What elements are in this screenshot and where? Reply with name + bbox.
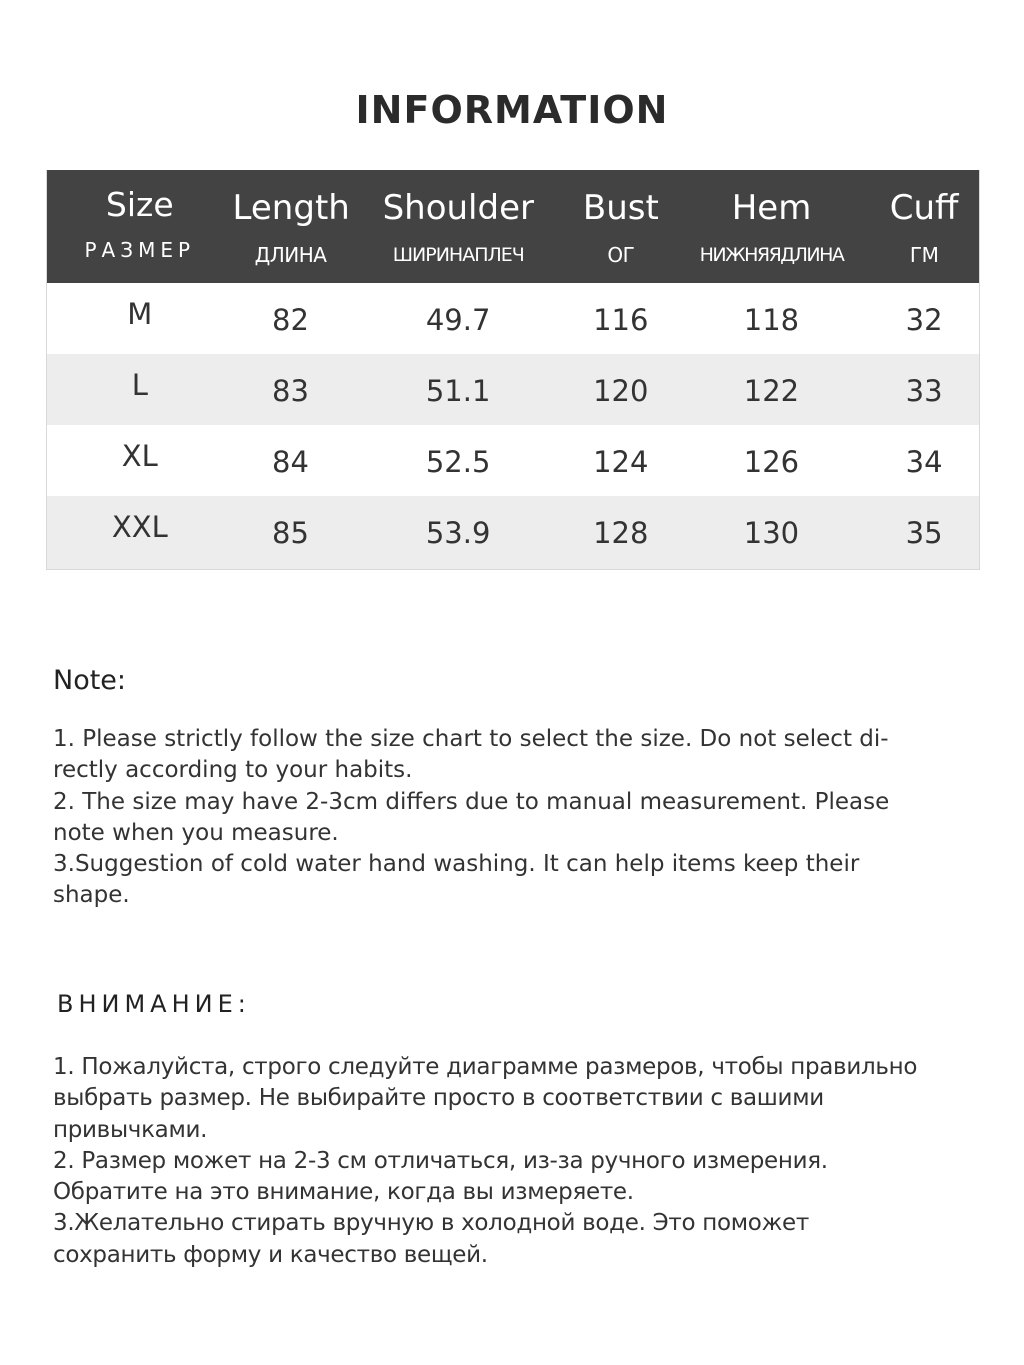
- header-label-en: Hem: [731, 188, 812, 228]
- cell-length: [233, 354, 349, 425]
- cell-hem: [674, 496, 870, 569]
- cell-bust: [568, 425, 674, 496]
- cell-value: L: [131, 368, 148, 402]
- cell-value: 128: [593, 516, 649, 550]
- russian-note-section: [53, 988, 973, 1271]
- russian-note-line: привычками.: [53, 1116, 208, 1143]
- russian-note-line: 1. Пожалуйста, строго следуйте диаграмме размеров, чтобы правильно: [53, 1054, 918, 1080]
- cell-hem: [674, 354, 870, 425]
- header-shoulder: [349, 170, 568, 283]
- cell-value: 118: [743, 303, 800, 337]
- cell-length: [233, 496, 349, 569]
- russian-note-line: 2. Размер может на 2-3 см отличаться, из-за ручного измерения.: [53, 1147, 828, 1174]
- note-line: 2. The size may have 2-3cm differs due to manual measurement. Please: [53, 788, 890, 815]
- cell-value: XXL: [111, 510, 168, 544]
- cell-value: 130: [743, 516, 800, 550]
- note-line: shape.: [53, 882, 130, 909]
- cell-cuff: [869, 425, 979, 496]
- cell-hem: [674, 425, 870, 496]
- header-label-ru: НИЖНЯЯДЛИНА: [699, 244, 844, 266]
- cell-value: 122: [743, 374, 800, 408]
- size-chart-table: [46, 170, 980, 570]
- cell-length: [233, 283, 349, 354]
- note-line: note when you measure.: [53, 819, 339, 846]
- cell-value: 85: [272, 516, 309, 550]
- cell-value: 32: [905, 303, 943, 337]
- note-line: 1. Please strictly follow the size chart to select the size. Do not select di-: [53, 726, 889, 752]
- cell-value: 124: [593, 445, 649, 479]
- header-label-ru: ОГ: [607, 243, 635, 267]
- header-label-en: Size: [105, 185, 174, 224]
- cell-value: 84: [272, 445, 309, 479]
- cell-cuff: [869, 496, 979, 569]
- cell-shoulder: [348, 354, 568, 425]
- cell-length: [233, 425, 349, 496]
- cell-cuff: [869, 283, 979, 354]
- note-section: [53, 664, 963, 912]
- cell-size: [47, 496, 233, 569]
- cell-value: 53.9: [425, 516, 491, 550]
- table-row: [47, 496, 979, 569]
- cell-value: 51.1: [425, 374, 491, 408]
- cell-value: 52.5: [425, 445, 491, 479]
- table-row: [47, 425, 979, 496]
- cell-value: 82: [272, 303, 309, 337]
- cell-shoulder: [348, 283, 568, 354]
- cell-value: 35: [905, 516, 943, 550]
- cell-size: [47, 425, 233, 496]
- cell-value: 49.7: [425, 303, 491, 337]
- cell-bust: [568, 496, 674, 569]
- table-header: [47, 170, 979, 283]
- header-label-en: Bust: [582, 188, 659, 228]
- header-label-ru: РАЗМЕР: [84, 238, 196, 262]
- cell-size: [47, 283, 233, 354]
- header-size: [47, 170, 233, 283]
- table-row: [47, 283, 979, 354]
- russian-note-heading: ВНИМАНИЕ:: [57, 990, 251, 1018]
- header-label-en: Shoulder: [382, 188, 534, 228]
- cell-shoulder: [348, 496, 568, 569]
- header-label-en: Length: [232, 188, 350, 228]
- cell-size: [47, 354, 233, 425]
- cell-cuff: [869, 354, 979, 425]
- header-label-ru: ДЛИНА: [254, 243, 327, 267]
- header-label-ru: ШИРИНАПЛЕЧ: [392, 244, 524, 266]
- cell-value: 83: [272, 374, 309, 408]
- header-label-ru: ГМ: [909, 243, 939, 267]
- note-body: [53, 724, 963, 912]
- note-line: 3.Suggestion of cold water hand washing. It can help items keep their: [53, 851, 860, 878]
- cell-value: 34: [905, 445, 943, 479]
- cell-bust: [568, 283, 674, 354]
- cell-bust: [568, 354, 674, 425]
- header-hem: [674, 170, 870, 283]
- russian-note-line: 3.Желательно стирать вручную в холодной воде. Это поможет: [53, 1210, 809, 1237]
- header-label-en: Cuff: [889, 188, 959, 228]
- note-line: rectly according to your habits.: [53, 757, 413, 784]
- cell-shoulder: [348, 425, 568, 496]
- russian-note-line: сохранить форму и качество вещей.: [53, 1241, 488, 1268]
- russian-note-body: [53, 1052, 973, 1271]
- header-bust: [568, 170, 674, 283]
- header-length: [233, 170, 349, 283]
- cell-value: 116: [593, 303, 649, 337]
- russian-note-line: выбрать размер. Не выбирайте просто в соответствии с вашими: [53, 1085, 824, 1112]
- cell-value: 126: [743, 445, 800, 479]
- table-row: [47, 354, 979, 425]
- cell-hem: [674, 283, 870, 354]
- cell-value: 33: [905, 374, 943, 408]
- header-cuff: [869, 170, 979, 283]
- cell-value: XL: [121, 439, 158, 473]
- note-heading: Note:: [53, 665, 127, 696]
- cell-value: 120: [593, 374, 649, 408]
- cell-value: M: [127, 297, 153, 331]
- russian-note-line: Обратите на это внимание, когда вы измеряете.: [53, 1179, 634, 1206]
- page-title: INFORMATION: [355, 88, 669, 132]
